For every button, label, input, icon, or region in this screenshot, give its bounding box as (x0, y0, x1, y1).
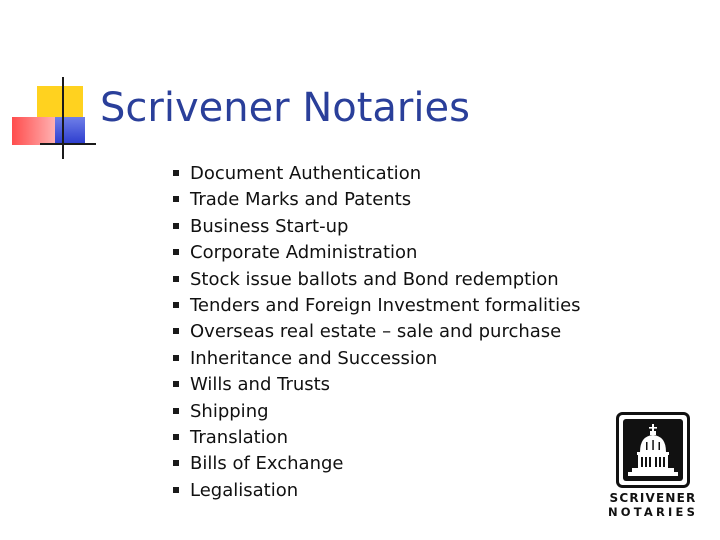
bullet-text: Legalisation (190, 479, 299, 501)
bullet-item (173, 187, 581, 213)
bullet-text: Bills of Exchange (190, 453, 344, 475)
bullet-marker-icon (173, 249, 179, 255)
slide-title: Scrivener Notaries (100, 85, 470, 131)
bullet-text: Shipping (190, 400, 269, 422)
bullet-item (173, 293, 581, 319)
bullet-text: Tenders and Foreign Investment formalities (190, 294, 581, 316)
bullet-item (173, 478, 581, 504)
bullet-item (173, 214, 581, 240)
bullet-item (173, 425, 581, 451)
bullet-text: Document Authentication (190, 163, 422, 184)
bullet-list (173, 161, 581, 504)
bullet-text: Translation (190, 426, 289, 448)
bullet-text: Corporate Administration (190, 242, 418, 264)
decor-vertical-line (62, 77, 64, 159)
bullet-item (173, 451, 581, 477)
bullet-marker-icon (173, 408, 179, 414)
bullet-marker-icon (173, 170, 179, 176)
bullet-text: Overseas real estate – sale and purchase (190, 321, 562, 343)
bullet-marker-icon (173, 223, 179, 229)
bullet-marker-icon (173, 487, 179, 493)
bullet-marker-icon (173, 381, 179, 387)
bullet-item (173, 372, 581, 398)
bullet-text: Wills and Trusts (190, 374, 331, 396)
bullet-item (173, 161, 581, 187)
logo-wordmark (598, 491, 708, 519)
decor-blue-square (55, 117, 85, 143)
bullet-item (173, 319, 581, 345)
logo-line-2: NOTARIES (607, 505, 699, 519)
bullet-text: Trade Marks and Patents (190, 189, 412, 211)
bullet-marker-icon (173, 434, 179, 440)
bullet-text: Stock issue ballots and Bond redemption (190, 268, 559, 290)
bullet-marker-icon (173, 276, 179, 282)
scrivener-logo-icon (616, 412, 690, 488)
logo-line-1: SCRIVENER (609, 491, 697, 505)
decor-horizontal-line (40, 143, 96, 145)
bullet-marker-icon (173, 328, 179, 334)
bullet-text: Inheritance and Succession (190, 347, 438, 369)
bullet-item (173, 399, 581, 425)
bullet-marker-icon (173, 196, 179, 202)
bullet-item (173, 267, 581, 293)
decor-red-square (12, 117, 56, 145)
bullet-item (173, 346, 581, 372)
bullet-marker-icon (173, 355, 179, 361)
bullet-marker-icon (173, 302, 179, 308)
bullet-marker-icon (173, 460, 179, 466)
bullet-item (173, 240, 581, 266)
bullet-text: Business Start-up (190, 215, 349, 237)
